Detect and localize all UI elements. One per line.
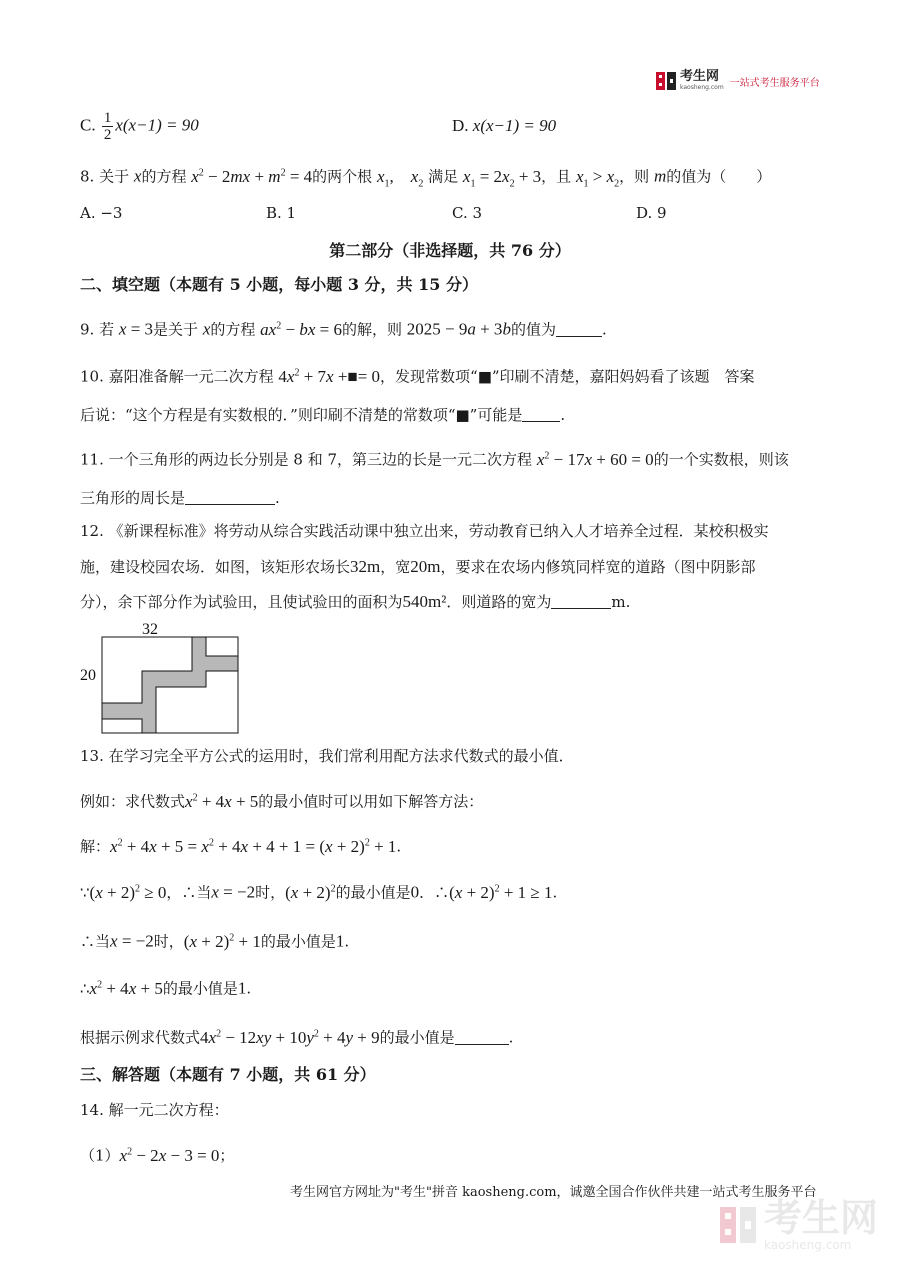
text: 根据示例求代数式 xyxy=(80,1028,201,1047)
value: 0 xyxy=(410,882,420,902)
question-number: 8. xyxy=(80,167,95,186)
brand-url: kaosheng.com xyxy=(680,84,724,91)
q10-line1 xyxy=(80,362,755,388)
text: 满足 xyxy=(428,167,459,186)
expression: $x^2 + 4x + 5$ xyxy=(89,978,163,998)
value: 1 xyxy=(335,931,345,951)
question-number: 9. xyxy=(80,320,95,339)
text: 若 xyxy=(99,320,115,339)
q7-option-c xyxy=(80,110,199,143)
text: 后说：“这个方程是有实数根的．”则印刷不清楚的常数项“■”可能是 xyxy=(80,406,523,424)
section2-title: 二、填空题（本题有 5 小题，每小题 3 分，共 15 分） xyxy=(80,275,478,294)
part2-title: 第二部分（非选择题，共 76 分） xyxy=(329,241,571,260)
text: . xyxy=(560,406,566,424)
answer-blank[interactable] xyxy=(185,488,275,505)
watermark-logo-icon xyxy=(718,1203,758,1247)
option-expr: x(x−1) = 90 xyxy=(115,115,199,135)
inequality: $(x + 2)^2 + 1 \ge 1$ xyxy=(449,882,553,902)
text: . xyxy=(508,1028,514,1047)
inequality: $(x + 2)^2 \ge 0$ xyxy=(89,882,167,902)
option-label: D. xyxy=(452,116,469,135)
option-label: C. xyxy=(80,115,96,135)
answer-blank[interactable] xyxy=(556,320,602,337)
text: 10. 嘉阳准备解一元二次方程 xyxy=(80,367,274,386)
frac-den: 2 xyxy=(103,127,112,143)
option-b: B. 1 xyxy=(266,204,297,222)
text: ，发现常数项“■”印刷不清楚，嘉阳妈妈看了该题 答案 xyxy=(380,367,755,386)
page-footer: 考生网官方网址为"考生"拼音 kaosheng.com，诚邀全国合作伙伴共建一站式考生服务平台 xyxy=(290,1185,817,1200)
header-logo xyxy=(655,70,820,92)
option-expr: x(x−1) = 90 xyxy=(472,116,557,135)
expression: $(x + 2)^2$ xyxy=(285,882,336,902)
section3-title: 三、解答题（本题有 7 小题，共 61 分） xyxy=(80,1065,376,1084)
farm-figure xyxy=(80,623,250,739)
q13-line3 xyxy=(80,832,401,858)
watermark-url: kaosheng.com xyxy=(764,1238,852,1252)
derivation: $x^2 + 4x + 5 = x^2 + 4x + 4 + 1 = (x + 2)^2 + 1$ xyxy=(110,836,397,856)
watermark-name: 考生网 xyxy=(764,1196,879,1240)
equation: $4x^2 + 7x$ +■= 0 xyxy=(278,366,381,386)
q13-line2 xyxy=(80,787,483,813)
var-x: x xyxy=(202,319,211,339)
text: . xyxy=(552,883,558,902)
farm-length-label: 32 xyxy=(142,623,158,638)
q14-stem: 14. 解一元二次方程： xyxy=(80,1101,229,1119)
text: ，则 xyxy=(619,167,650,186)
text: ∴ xyxy=(80,979,90,998)
text: 的最小值是 xyxy=(379,1028,455,1047)
q13-line4 xyxy=(80,878,557,904)
equation: x = −2 xyxy=(211,882,256,902)
text: 的最小值是 xyxy=(335,883,411,902)
brand-tagline: 一站式考生服务平台 xyxy=(729,77,820,89)
equation: $x^2 - 2mx + m^2 = 4$ xyxy=(191,166,313,186)
text: ； xyxy=(219,1146,235,1165)
expression: $(x + 2)^2 + 1$ xyxy=(183,931,261,951)
q7-option-d xyxy=(452,115,556,137)
roots: $x_1$, $x_2$ xyxy=(376,166,424,190)
fraction xyxy=(102,110,114,143)
text: 的最小值是 xyxy=(162,979,238,998)
equation: $ax^2$ − bx = 6 xyxy=(260,319,342,339)
brand-mark-icon xyxy=(655,70,677,92)
answer-blank[interactable] xyxy=(551,592,611,609)
text: ．则道路的宽为 xyxy=(446,593,552,611)
q12-line3 xyxy=(80,591,630,613)
q14-part1 xyxy=(80,1141,234,1167)
text: 的值为 xyxy=(510,320,556,339)
text: 的最小值是 xyxy=(260,932,336,951)
q13-line7 xyxy=(80,1023,513,1049)
farm-width-label: 20 xyxy=(80,667,96,684)
q9-stem xyxy=(80,315,607,341)
text: 的一个实数根，则该 xyxy=(653,450,789,469)
var-x: x xyxy=(133,166,142,186)
condition: $x_1 > x_2$ xyxy=(575,166,620,190)
text: 解： xyxy=(80,837,111,856)
expression: $x^2 + 4x + 5$ xyxy=(185,791,259,811)
text: ，宽 xyxy=(380,558,411,576)
text: 例如：求代数式 xyxy=(80,792,186,811)
text: ，要求在农场内修筑同样宽的道路（图中阴影部 xyxy=(440,558,756,576)
text: 时， xyxy=(255,883,286,902)
text: 的方程 xyxy=(141,167,187,186)
text: . xyxy=(396,837,402,856)
text: 的值为（ ） xyxy=(666,167,772,186)
text: ∴当 xyxy=(80,932,111,951)
equation: $x^2 - 17x + 60 = 0$ xyxy=(536,449,654,469)
answer-blank[interactable] xyxy=(522,405,560,422)
text: . xyxy=(275,489,280,507)
q13-line6 xyxy=(80,974,251,1000)
brand-name: 考生网 xyxy=(680,69,720,84)
text: ，∴当 xyxy=(166,883,212,902)
equation: $x^2 - 2x - 3 = 0$ xyxy=(119,1145,220,1165)
road-shape xyxy=(102,637,238,733)
q11-line2 xyxy=(80,487,280,509)
text: 的方程 xyxy=(210,320,256,339)
text: ，且 xyxy=(541,167,572,186)
text: . xyxy=(246,979,252,998)
option-a: A. −3 xyxy=(80,204,123,222)
text: 11. 一个三角形的两边长分别是 8 和 7，第三边的长是一元二次方程 xyxy=(80,450,533,469)
text: . xyxy=(601,320,607,339)
option-c: C. 3 xyxy=(452,204,483,222)
text: m. xyxy=(611,593,631,611)
value: 1 xyxy=(237,978,247,998)
text: 分），余下部分作为试验田，且使试验田的面积为 xyxy=(80,593,403,611)
option-d: D. 9 xyxy=(636,204,667,222)
var-m: m xyxy=(653,166,667,186)
q8-stem xyxy=(80,162,771,195)
expression: $4x^2 - 12xy + 10y^2 + 4y + 9$ xyxy=(200,1027,380,1047)
text: ．∴ xyxy=(419,883,450,902)
text: 施，建设校园农场．如图，该矩形农场长 xyxy=(80,558,351,576)
q10-line2 xyxy=(80,404,565,426)
text: 的最小值时可以用如下解答方法： xyxy=(258,792,484,811)
condition: $x_1 = 2x_2 + 3$ xyxy=(462,166,542,190)
watermark xyxy=(718,1198,878,1252)
part-label: （1） xyxy=(80,1146,120,1165)
text: ∵ xyxy=(80,883,90,902)
q11-line1 xyxy=(80,445,789,471)
q12-line1: 12. 《新课程标准》将劳动从综合实践活动课中独立出来，劳动教育已纳入人才培养全过程．某校积极实 xyxy=(80,522,769,540)
answer-blank[interactable] xyxy=(455,1028,509,1045)
area-value: 540m² xyxy=(402,592,447,611)
text: 关于 xyxy=(99,167,130,186)
text: . xyxy=(344,932,350,951)
length-value: 32m xyxy=(350,557,381,576)
text: 三角形的周长是 xyxy=(80,489,186,507)
text: 的解，则 xyxy=(341,320,402,339)
text: 时， xyxy=(153,932,184,951)
text: 是关于 xyxy=(153,320,199,339)
q13-line1: 13. 在学习完全平方公式的运用时，我们常利用配方法求代数式的最小值． xyxy=(80,747,574,765)
width-value: 20m xyxy=(410,557,441,576)
equation: x = 3 xyxy=(118,319,154,339)
q13-line5 xyxy=(80,927,349,953)
equation: x = −2 xyxy=(110,931,154,951)
text: 的两个根 xyxy=(312,167,373,186)
q12-line2 xyxy=(80,556,756,578)
expression: 2025 − 9a + 3b xyxy=(406,319,511,339)
frac-num: 1 xyxy=(103,110,112,126)
